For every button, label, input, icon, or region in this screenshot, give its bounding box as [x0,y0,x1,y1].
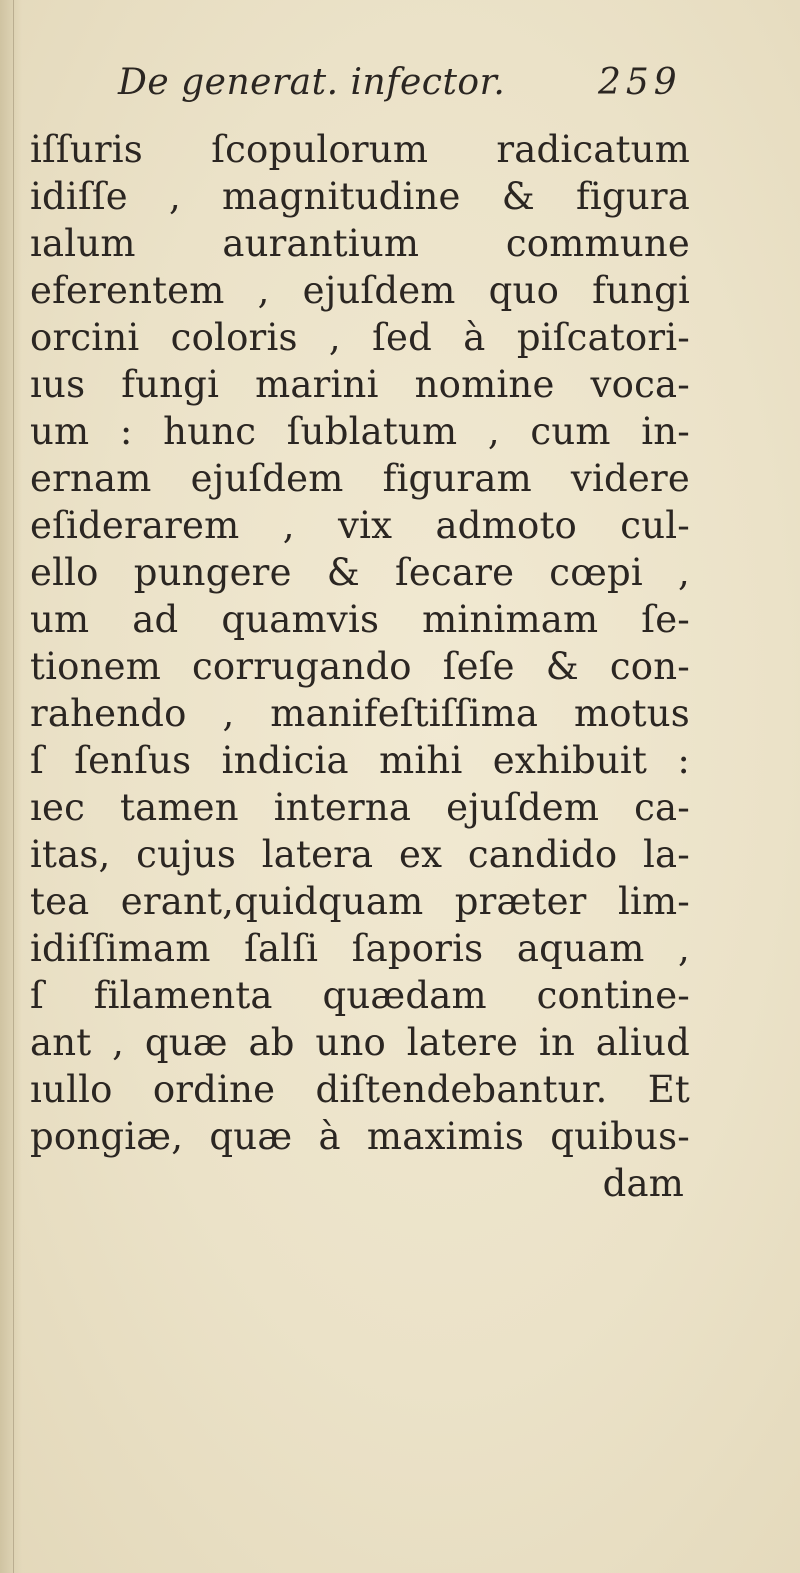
text-line: ıalum aurantium commune [30,222,690,265]
running-title: De generat. infector. [118,62,506,103]
page-gutter [0,0,22,1573]
text-line: tionem corrugando ſeſe & con- [30,645,690,688]
text-line: um ad quamvis minimam ſe- [30,598,690,641]
text-line: ant , quæ ab uno latere in aliud [30,1021,690,1064]
text-line: ſ filamenta quædam contine- [30,974,690,1017]
text-line: idiſſe , magnitudine & figura [30,175,690,218]
text-line: ıullo ordine diſtendebantur. Et [30,1068,690,1111]
text-line: orcini coloris , ſed à piſcatori- [30,316,690,359]
page-header [0,62,800,112]
text-line: eferentem , ejuſdem quo fungi [30,269,690,312]
text-line: ıec tamen interna ejuſdem ca- [30,786,690,829]
text-line: rahendo , manifeſtiſſima motus [30,692,690,735]
text-line: ernam ejuſdem figuram videre [30,457,690,500]
page-number: 259 [598,62,682,103]
text-line: pongiæ, quæ à maximis quibus- [30,1115,690,1158]
text-line: iſſuris ſcopulorum radicatum [30,128,690,171]
text-line: um : hunc ſublatum , cum in- [30,410,690,453]
text-line: ıus fungi marini nomine voca- [30,363,690,406]
text-line: ello pungere & ſecare cœpi , [30,551,690,594]
gutter-crease [13,0,14,1573]
text-line: itas, cujus latera ex candido la- [30,833,690,876]
catchword: dam [602,1162,684,1205]
text-line: tea erant,quidquam præter lim- [30,880,690,923]
body-text [30,126,690,1207]
text-line: eſiderarem , vix admoto cul- [30,504,690,547]
text-line: ſ ſenſus indicia mihi exhibuit : [30,739,690,782]
text-line: idiſſimam ſalſi ſaporis aquam , [30,927,690,970]
